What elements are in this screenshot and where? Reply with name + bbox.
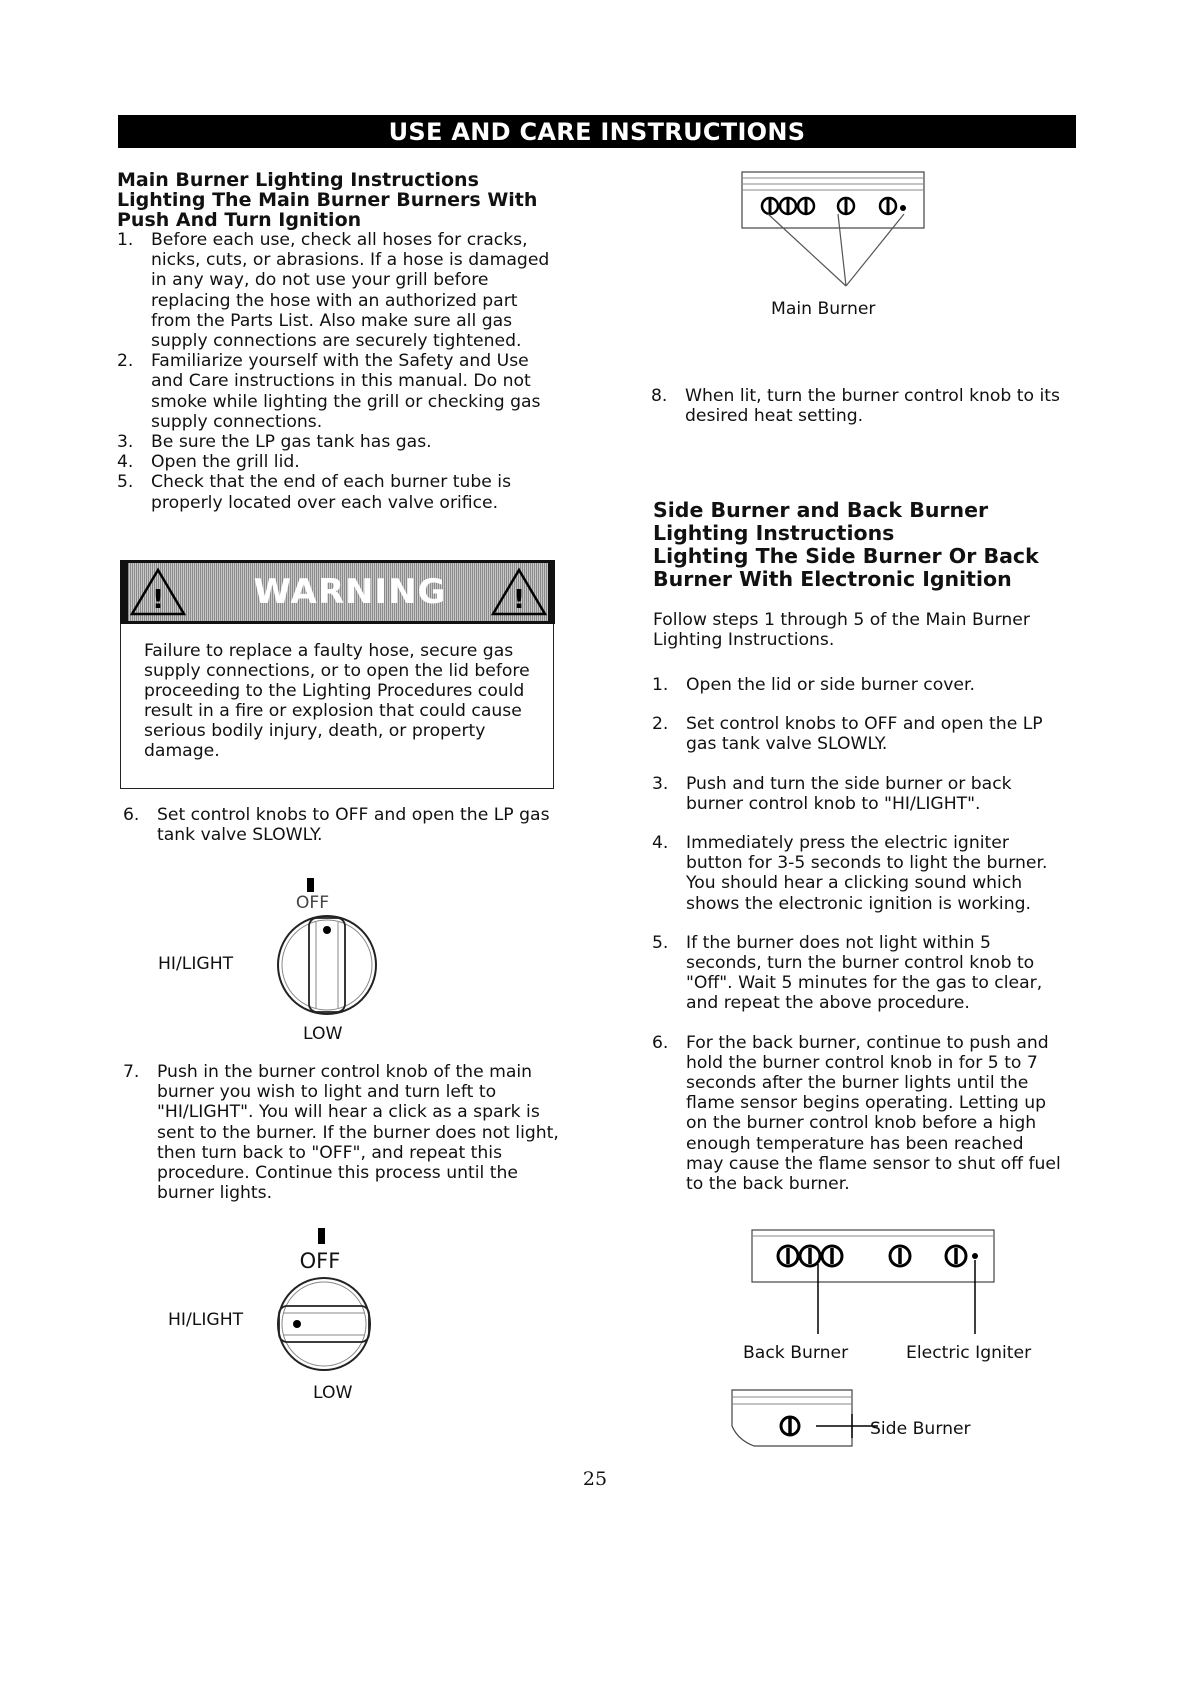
control-knob-icon [272,1275,376,1373]
list-item: 3. Be sure the LP gas tank has gas. [117,432,432,453]
electric-igniter-label: Electric Igniter [906,1343,1032,1363]
knob-off-label: OFF [299,1249,341,1273]
list-item: 4. Open the grill lid. [117,452,300,473]
off-marker [318,1228,325,1244]
list-item: 2. Set control knobs to OFF and open the LP gas tank valve SLOWLY. [652,714,1043,755]
side-burner-steps [652,675,1062,1194]
list-item: 4. Immediately press the electric igniter button for 3-5 seconds to light the burner. You should hear a clicking sound which shows the electronic ignition is working. [652,833,1048,914]
control-knob-icon [272,912,382,1018]
step-7 [123,1062,563,1203]
off-marker [307,878,314,892]
knob-off-label: OFF [295,893,330,913]
warning-triangle-icon [128,566,188,618]
main-burner-steps [117,230,557,513]
knob-low-label: LOW [313,1383,353,1403]
list-item: 6. For the back burner, continue to push and hold the burner control knob in for 5 to 7 seconds after the burner lights until the flame sensor begins operating. Letting up on the burner control knob before a high enough temperature has been reached may cause the flame sensor to shut off fuel to the back burner. [652,1032,1061,1195]
knob-low-label: LOW [303,1024,343,1044]
back-burner-label: Back Burner [743,1343,849,1363]
list-item: 7. Push in the burner control knob of the main burner you wish to light and turn left to "HI/LIGHT". You will hear a click as a spark is sent to the burner. If the burner does not light, then turn back to "OFF", and repeat this procedure. Continue this process until the burner lights. [123,1062,559,1204]
side-burner-diagram [730,1388,880,1450]
side-burner-heading: Side Burner and Back Burner Lighting Instructions Lighting The Side Burner Or Back Burner With Electronic Ignition [653,498,1039,591]
side-burner-label: Side Burner [870,1419,971,1439]
list-item: 5. Check that the end of each burner tube is properly located over each valve orifice. [117,472,512,513]
step-8 [651,386,1081,426]
warning-text: Failure to replace a faulty hose, secure gas supply connections, or to open the lid before proceeding to the Lighting Procedures could result in a fire or explosion that could cause serious bodily injury, death, or property damage. [144,641,530,761]
list-item: 8. When lit, turn the burner control knob to its desired heat setting. [651,386,1060,427]
list-item: 2. Familiarize yourself with the Safety and Use and Care instructions in this manual. Do not smoke while lighting the grill or checking gas supply connections. [117,351,541,432]
back-burner-diagram [748,1228,998,1338]
step-6 [123,805,563,845]
page-number: 25 [582,1468,608,1490]
list-item: 1. Before each use, check all hoses for cracks, nicks, cuts, or abrasions. If a hose is damaged in any way, do not use your grill before replacing the hose with an authorized part from the Parts List. Also make sure all gas supply connections are securely tightened. [117,230,550,352]
list-item: 6. Set control knobs to OFF and open the LP gas tank valve SLOWLY. [123,805,550,846]
knob-hi-label: HI/LIGHT [158,954,234,974]
list-item: 3. Push and turn the side burner or back burner control knob to "HI/LIGHT". [652,773,1012,814]
main-burner-label: Main Burner [771,299,876,319]
main-burner-heading: Main Burner Lighting Instructions Lighting The Main Burner Burners With Push And Turn Ignition [117,169,538,231]
main-burner-diagram [738,170,928,288]
list-item: 1. Open the lid or side burner cover. [652,675,975,695]
svg-text:!: ! [513,585,525,615]
warning-title: WARNING [253,572,447,612]
svg-text:!: ! [152,585,164,615]
knob-hi-label: HI/LIGHT [168,1310,244,1330]
section-title: USE AND CARE INSTRUCTIONS [388,118,806,146]
side-burner-intro: Follow steps 1 through 5 of the Main Burner Lighting Instructions. [653,610,1030,651]
list-item: 5. If the burner does not light within 5 seconds, turn the burner control knob to "Off". Wait 5 minutes for the gas to clear, and repeat the above procedure. [652,932,1043,1014]
